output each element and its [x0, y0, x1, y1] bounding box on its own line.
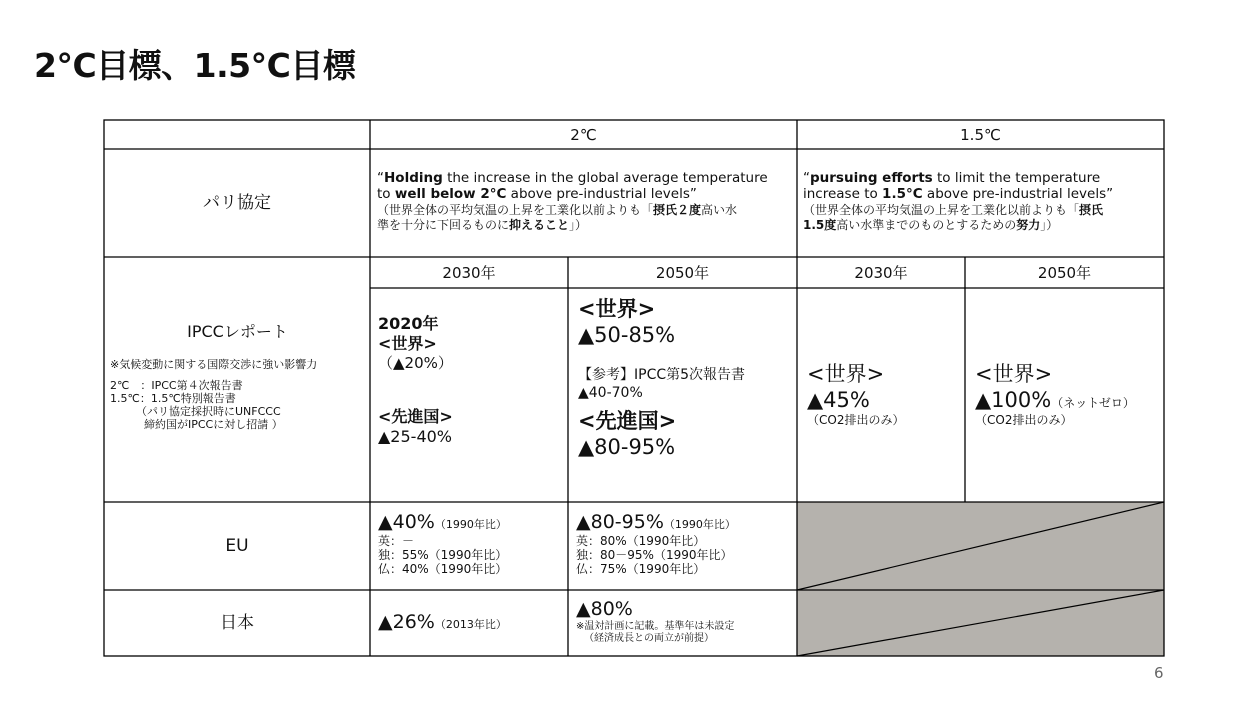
paris-2c-text: “Holding the increase in the global average temperature to well below 2°C above pre-industrial levels” （世界全体の平均気温の上昇を工業化以前よりも「摂氏２度高い水 準を十分に下回るものに抑えること」）	[377, 170, 768, 232]
header-2c: 2℃	[570, 125, 597, 144]
ipcc-note-15c: 1.5℃：1.5℃特別報告書	[110, 392, 236, 405]
year-2030-15c: 2030年	[854, 263, 908, 282]
japan-2030: ▲26%（2013年比）	[378, 611, 507, 633]
year-2030-2c: 2030年	[442, 263, 496, 282]
year-2050-2c: 2050年	[655, 263, 710, 282]
paris-label: パリ協定	[203, 193, 271, 213]
eu-label: EU	[225, 536, 249, 556]
header-15c: 1.5℃	[960, 125, 1001, 144]
ipcc-note-invite: 締約国がIPCCに対し招請 ）	[144, 418, 283, 431]
ipcc-note-2c: 2℃ ：IPCC第４次報告書	[110, 379, 243, 392]
slide-title: 2°C目標、1.5°C目標	[34, 46, 356, 85]
japan-2050: ▲80% ※温対計画に記載。基準年は未設定 （経済成長との両立が前提）	[576, 598, 735, 644]
japan-label: 日本	[220, 613, 254, 633]
ipcc-note-paris: （パリ協定採択時にUNFCCC	[136, 405, 281, 418]
ipcc-2c-2030: 2020年 <世界> （▲20%） <先進国> ▲25-40%	[378, 314, 453, 446]
ipcc-2c-2050: <世界> ▲50-85% 【参考】IPCC第5次報告書 ▲40-70% <先進国> ▲80-95%	[578, 297, 746, 459]
ipcc-note-influence: ※気候変動に関する国際交渉に強い影響力	[110, 358, 318, 371]
ipcc-label-block	[110, 322, 368, 431]
eu-2030: ▲40%（1990年比） 英：－ 独：55%（1990年比） 仏：40%（1990年比）	[378, 511, 508, 576]
ipcc-15c-2050: <世界> ▲100%（ネットゼロ） （CO2排出のみ）	[975, 362, 1135, 427]
ipcc-label: IPCCレポート	[187, 322, 288, 341]
ipcc-15c-2030: <世界> ▲45% （CO2排出のみ）	[807, 362, 905, 427]
paris-15c-text: “pursuing efforts to limit the temperature increase to 1.5°C above pre-industrial levels” （世界全体の平均気温の上昇を工業化以前よりも「摂氏 1.5度高い水準までのものとするための努力」）	[803, 170, 1114, 232]
eu-2050: ▲80-95%（1990年比） 英：80%（1990年比） 独：80－95%（1990年比） 仏：75%（1990年比）	[576, 511, 736, 576]
page-number: 6	[1154, 664, 1164, 682]
year-2050-15c: 2050年	[1037, 263, 1092, 282]
